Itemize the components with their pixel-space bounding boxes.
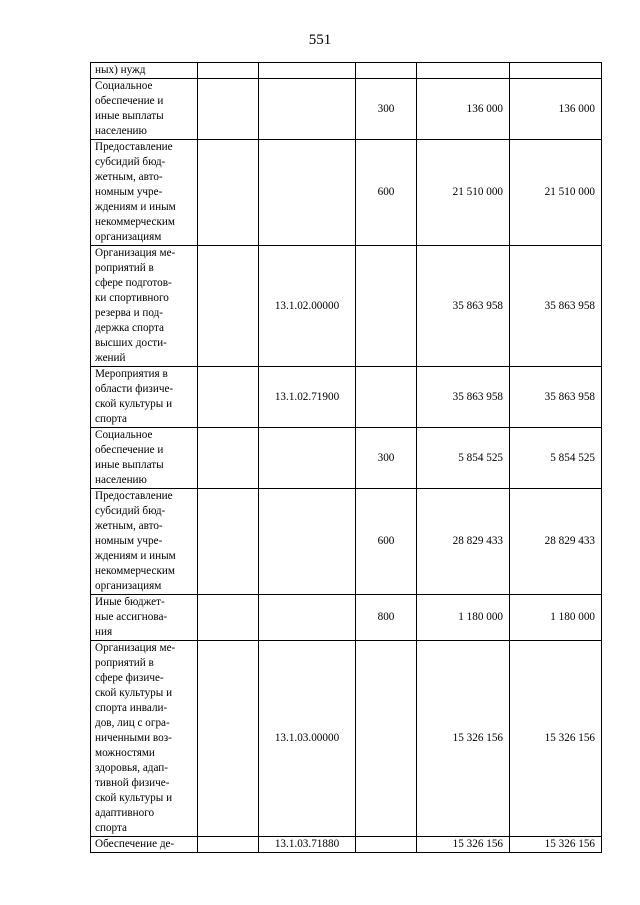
target-code [259, 428, 356, 489]
table-row [91, 246, 602, 367]
empty-cell [198, 79, 259, 140]
amount-2: 35 863 958 [510, 367, 602, 428]
amount-2: 21 510 000 [510, 140, 602, 246]
amount-1: 35 863 958 [417, 246, 510, 367]
item-name: Предоставление субсидий бюд- жетным, авто- номным учре- ждениям и иным некоммерческим организациям [91, 140, 198, 246]
target-code: 13.1.02.00000 [259, 246, 356, 367]
expense-type: 600 [356, 140, 417, 246]
item-name: Мероприятия в области физиче- ской культуры и спорта [91, 367, 198, 428]
target-code [259, 595, 356, 641]
expense-type [356, 367, 417, 428]
amount-2: 15 326 156 [510, 837, 602, 853]
target-code: 13.1.03.00000 [259, 641, 356, 837]
amount-2: 15 326 156 [510, 641, 602, 837]
item-name: Организация ме- роприятий в сфере физиче- ской культуры и спорта инвали- дов, лиц с огра- ниченными воз- можностями здоровья, адап- тивной физиче- ской культуры и адаптивного спорта [91, 641, 198, 837]
page-number: 551 [308, 32, 332, 48]
table-row [91, 595, 602, 641]
table-row [91, 641, 602, 837]
item-name: Предоставление субсидий бюд- жетным, авто- номным учре- ждениям и иным некоммерческим организациям [91, 489, 198, 595]
empty-cell [198, 489, 259, 595]
empty-cell [198, 641, 259, 837]
expense-type [356, 641, 417, 837]
item-name: Иные бюджет- ные ассигнова- ния [91, 595, 198, 641]
item-name: Обеспечение де- [91, 837, 198, 853]
item-name: Социальное обеспечение и иные выплаты населению [91, 428, 198, 489]
expense-type [356, 246, 417, 367]
table-row [91, 367, 602, 428]
empty-cell [198, 246, 259, 367]
amount-1: 35 863 958 [417, 367, 510, 428]
expense-type [356, 63, 417, 79]
target-code [259, 79, 356, 140]
expense-type: 600 [356, 489, 417, 595]
empty-cell [198, 837, 259, 853]
empty-cell [198, 595, 259, 641]
empty-cell [198, 428, 259, 489]
empty-cell [198, 367, 259, 428]
expense-type [356, 837, 417, 853]
expense-type: 300 [356, 428, 417, 489]
table-row [91, 489, 602, 595]
table-row [91, 140, 602, 246]
amount-2: 35 863 958 [510, 246, 602, 367]
expense-type: 300 [356, 79, 417, 140]
amount-1: 15 326 156 [417, 837, 510, 853]
amount-1: 5 854 525 [417, 428, 510, 489]
amount-1: 21 510 000 [417, 140, 510, 246]
table-row [91, 837, 602, 853]
empty-cell [198, 63, 259, 79]
table-row [91, 63, 602, 79]
amount-1 [417, 63, 510, 79]
table-row [91, 79, 602, 140]
target-code [259, 489, 356, 595]
item-name: Организация ме- роприятий в сфере подготов- ки спортивного резерва и под- держка спорта высших дости- жений [91, 246, 198, 367]
target-code: 13.1.02.71900 [259, 367, 356, 428]
empty-cell [198, 140, 259, 246]
amount-1: 136 000 [417, 79, 510, 140]
target-code: 13.1.03.71880 [259, 837, 356, 853]
item-name: Социальное обеспечение и иные выплаты населению [91, 79, 198, 140]
amount-2: 136 000 [510, 79, 602, 140]
amount-1: 1 180 000 [417, 595, 510, 641]
target-code [259, 140, 356, 246]
amount-2: 1 180 000 [510, 595, 602, 641]
item-name: ных) нужд [91, 63, 198, 79]
expense-type: 800 [356, 595, 417, 641]
budget-table [90, 62, 602, 853]
amount-2 [510, 63, 602, 79]
amount-2: 5 854 525 [510, 428, 602, 489]
table-row [91, 428, 602, 489]
target-code [259, 63, 356, 79]
amount-2: 28 829 433 [510, 489, 602, 595]
amount-1: 15 326 156 [417, 641, 510, 837]
amount-1: 28 829 433 [417, 489, 510, 595]
